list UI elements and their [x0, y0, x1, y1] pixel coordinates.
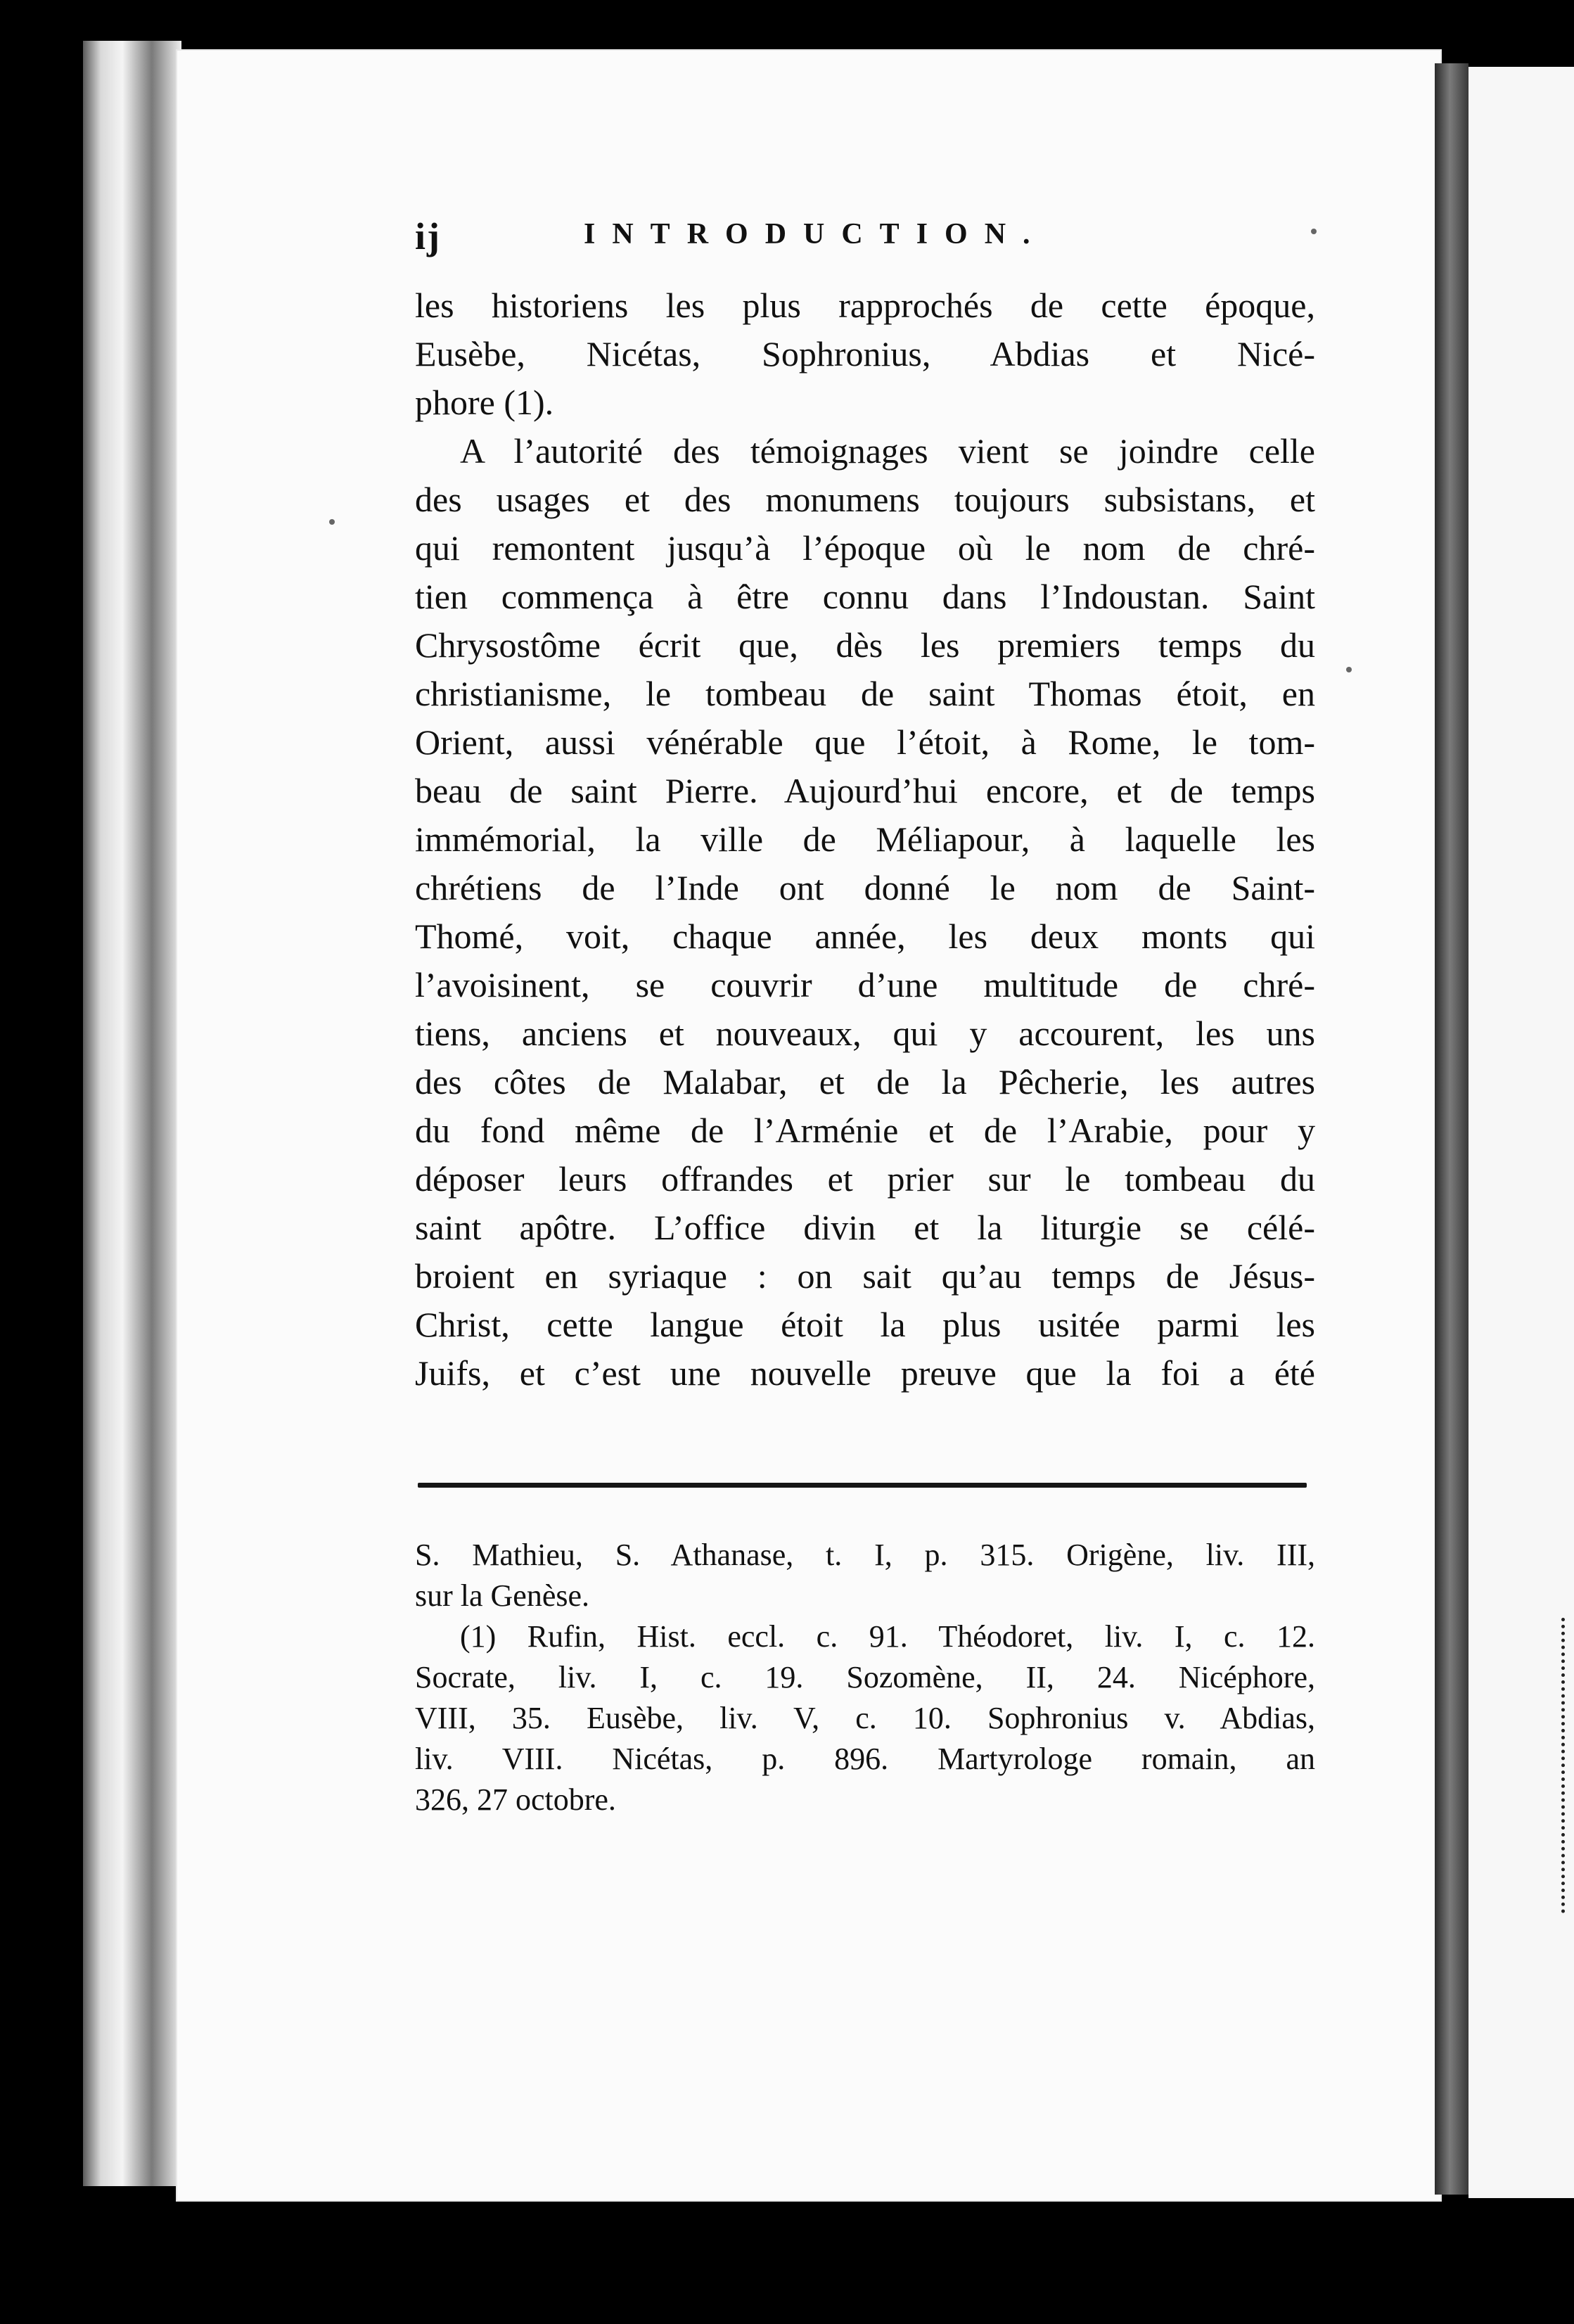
footnotes	[415, 1535, 1315, 1820]
text-line: christianisme, le tombeau de saint Thomas étoit, en	[415, 674, 1315, 713]
page-header	[415, 215, 1315, 271]
text-line: A l’autorité des témoignages vient se joindre celle	[460, 431, 1315, 471]
text-line: Orient, aussi vénérable que l’étoit, à Rome, le tom-	[415, 722, 1315, 762]
text-line: tien commença à être connu dans l’Indoustan. Saint	[415, 577, 1315, 616]
footnote-line: Socrate, liv. I, c. 19. Sozomène, II, 24. Nicéphore,	[415, 1660, 1315, 1694]
footnote-rule	[418, 1483, 1307, 1488]
text-line: déposer leurs offrandes et prier sur le tombeau du	[415, 1159, 1315, 1199]
text-line: chrétiens de l’Inde ont donné le nom de Saint-	[415, 868, 1315, 907]
text-line: les historiens les plus rapprochés de cette époque,	[415, 286, 1315, 325]
footnote-line: 326, 27 octobre.	[415, 1782, 616, 1817]
book-gutter-shadow	[1435, 63, 1469, 2195]
page-speck	[329, 519, 335, 525]
text-line: phore (1).	[415, 383, 554, 422]
text-line: des usages et des monumens toujours subsistans, et	[415, 480, 1315, 519]
text-line: Eusèbe, Nicétas, Sophronius, Abdias et Nicé-	[415, 334, 1315, 374]
text-line: Juifs, et c’est une nouvelle preuve que la foi a été	[415, 1353, 1315, 1393]
text-line: saint apôtre. L’office divin et la liturgie se célé-	[415, 1208, 1315, 1247]
text-line: immémorial, la ville de Méliapour, à laquelle les	[415, 819, 1315, 859]
text-line: broient en syriaque : on sait qu’au temps de Jésus-	[415, 1256, 1315, 1296]
text-line: Christ, cette langue étoit la plus usitée parmi les	[415, 1305, 1315, 1344]
footnote-line: S. Mathieu, S. Athanase, t. I, p. 315. Origène, liv. III,	[415, 1538, 1315, 1572]
footnote-line: liv. VIII. Nicétas, p. 896. Martyrologe romain, an	[415, 1742, 1315, 1776]
running-title: INTRODUCTION.	[584, 218, 1047, 250]
text-line: qui remontent jusqu’à l’époque où le nom de chré-	[415, 528, 1315, 568]
book-left-edge	[83, 41, 181, 2186]
text-line: beau de saint Pierre. Aujourd’hui encore, et de temps	[415, 771, 1315, 810]
adjacent-page-marks	[1561, 1618, 1572, 1913]
text-line: Thomé, voit, chaque année, les deux monts qui	[415, 917, 1315, 956]
text-line: l’avoisinent, se couvrir d’une multitude de chré-	[415, 965, 1315, 1004]
main-text	[415, 281, 1315, 1398]
text-line: des côtes de Malabar, et de la Pêcherie, les autres	[415, 1062, 1315, 1102]
footnote-line: (1) Rufin, Hist. eccl. c. 91. Théodoret, liv. I, c. 12.	[460, 1619, 1315, 1654]
footnote-line: VIII, 35. Eusèbe, liv. V, c. 10. Sophronius v. Abdias,	[415, 1701, 1315, 1735]
adjacent-page-edge	[1469, 67, 1574, 2198]
text-line: tiens, anciens et nouveaux, qui y accourent, les uns	[415, 1014, 1315, 1053]
page-speck	[1346, 667, 1352, 672]
footnote-line: sur la Genèse.	[415, 1578, 590, 1613]
text-line: Chrysostôme écrit que, dès les premiers temps du	[415, 625, 1315, 665]
page-number: ij	[415, 215, 441, 257]
text-line: du fond même de l’Arménie et de l’Arabie, pour y	[415, 1111, 1315, 1150]
